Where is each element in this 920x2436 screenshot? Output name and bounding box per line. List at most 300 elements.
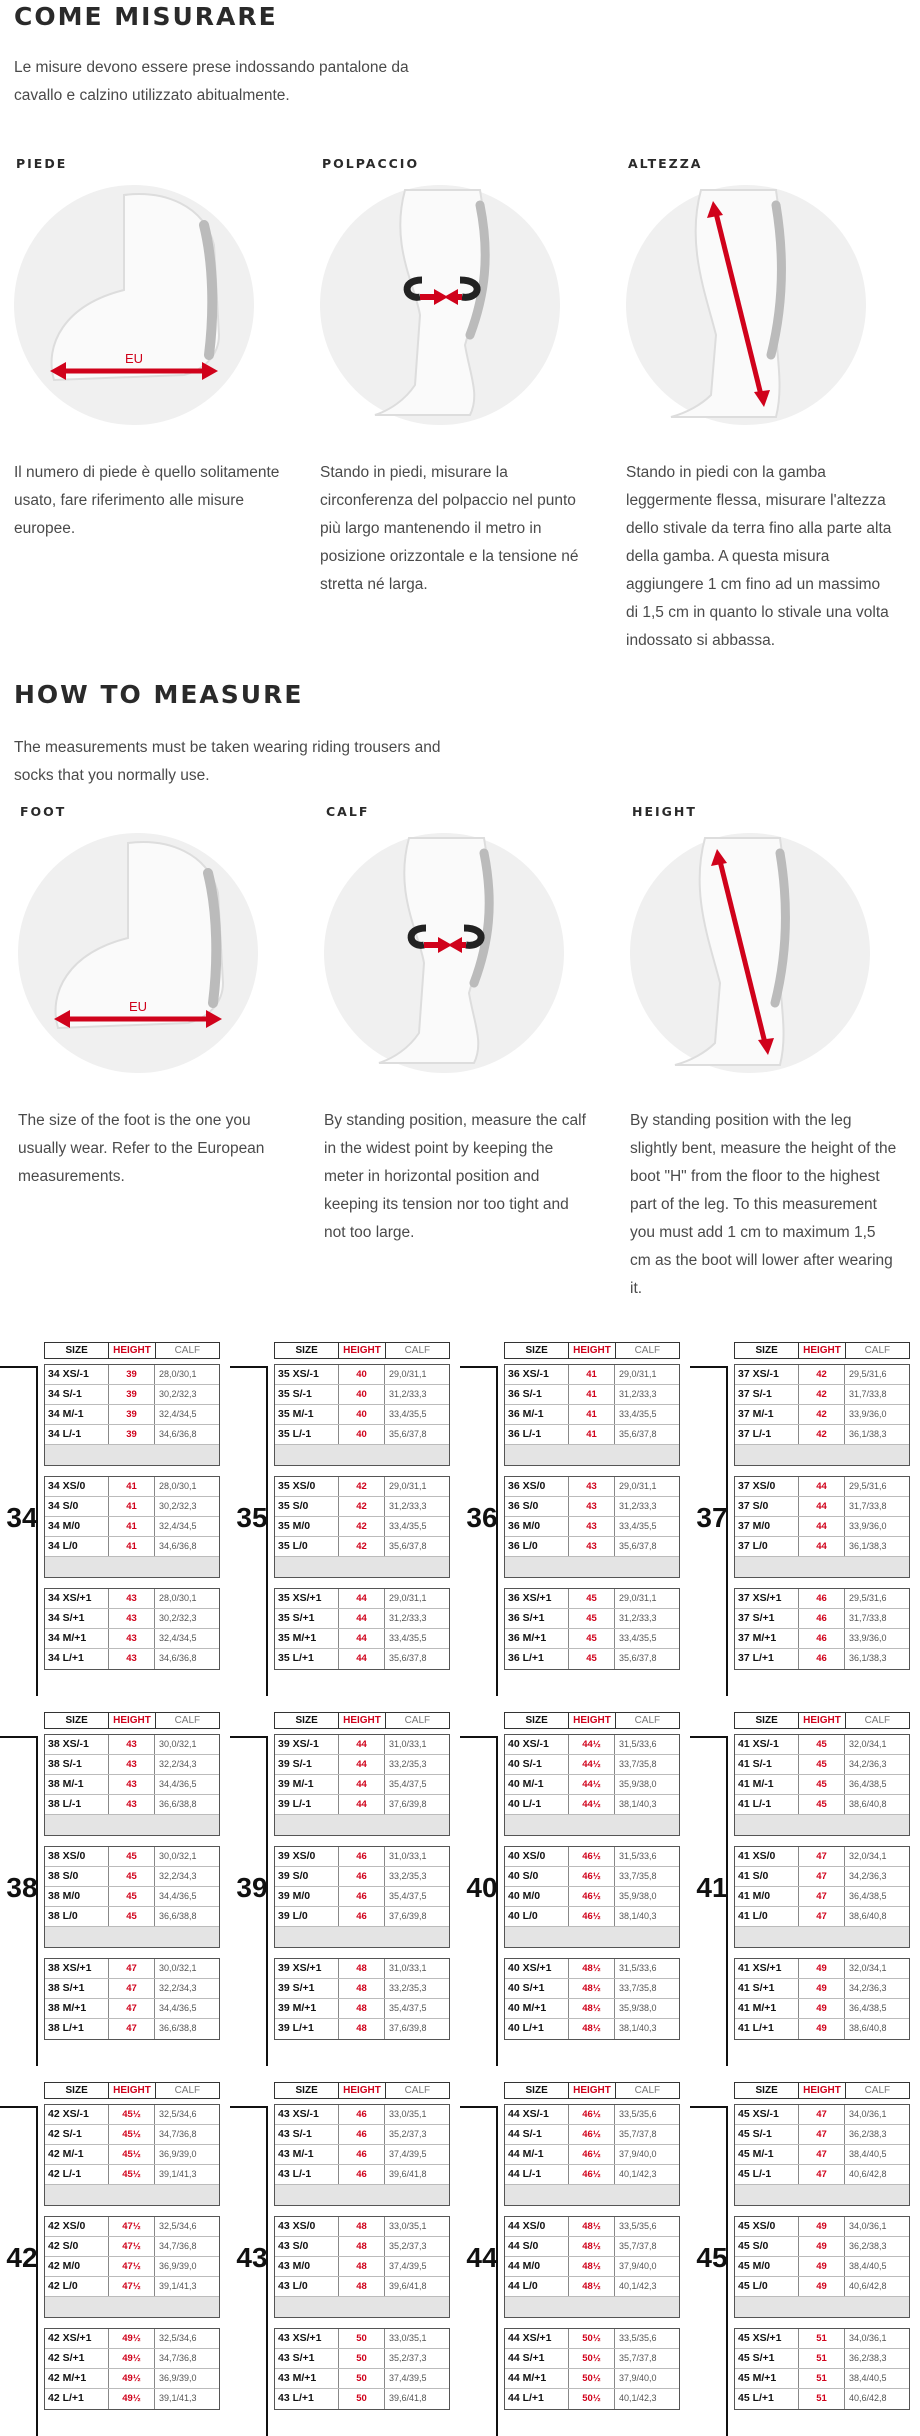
cell-calf: 32,2/34,3 [159,1871,197,1881]
cell-height: 50 [339,2349,385,2368]
table-row [505,1755,679,1775]
table-row [505,2019,679,2039]
table-row [505,1629,679,1649]
cell-calf: 31,2/33,3 [619,1501,657,1511]
cell-size: 42 S/0 [45,2237,109,2256]
cell-height: 47½ [109,2257,155,2276]
cell-height: 46½ [569,2125,615,2144]
table-row [735,1847,909,1867]
size-subtable [734,2216,910,2318]
table-header [504,1712,680,1729]
cell-calf: 31,7/33,8 [849,1613,887,1623]
cell-calf: 35,7/37,8 [619,2353,657,2363]
cell-calf: 36,2/38,3 [849,2241,887,2251]
cell-size: 42 M/+1 [45,2369,109,2388]
cell-calf: 39,1/41,3 [159,2281,197,2291]
cell-calf: 35,9/38,0 [619,2003,657,2013]
cell-height: 44½ [569,1735,615,1754]
cell-height: 45 [109,1847,155,1866]
size-block [690,2082,920,2434]
table-row [45,2389,219,2409]
table-header [44,1342,220,1359]
cell-calf: 38,4/40,5 [849,2261,887,2271]
intro-it: Le misure devono essere prese indossando pantalone da cavallo e calzino utilizzato abitualmente. [14,59,409,104]
cell-calf: 36,4/38,5 [849,1891,887,1901]
cell-size: 44 L/+1 [505,2389,569,2409]
empty-row [45,1557,219,1577]
size-subtable [734,1476,910,1578]
cell-height: 46 [799,1649,845,1669]
cell-height: 49 [799,2237,845,2256]
table-row [735,2019,909,2039]
cell-calf: 37,9/40,0 [619,2373,657,2383]
cell-calf: 31,5/33,6 [619,1739,657,1749]
column-label: POLPACCIO [322,156,420,171]
cell-calf: 32,5/34,6 [159,2109,197,2119]
shoe-size-number: 36 [466,1502,498,1533]
cell-height: 47½ [109,2277,155,2296]
cell-size: 35 L/0 [275,1537,339,1556]
cell-size: 44 S/0 [505,2237,569,2256]
cell-height: 47½ [109,2237,155,2256]
table-row [275,2329,449,2349]
empty-row [735,1815,909,1835]
table-header [504,1342,680,1359]
cell-height: 44 [339,1735,385,1754]
header-calf: CALF [864,2085,891,2096]
cell-height: 41 [109,1517,155,1536]
table-row [275,1867,449,1887]
table-row [735,1867,909,1887]
cell-size: 39 S/0 [275,1867,339,1886]
table-row [735,1775,909,1795]
size-block [460,1342,690,1694]
cell-height: 44 [339,1609,385,1628]
cell-calf: 34,7/36,8 [159,2241,197,2251]
cell-size: 43 M/0 [275,2257,339,2276]
cell-calf: 39,6/41,8 [389,2393,427,2403]
table-row [735,2349,909,2369]
cell-size: 44 M/-1 [505,2145,569,2164]
table-row [505,1405,679,1425]
cell-size: 41 S/0 [735,1867,799,1886]
cell-calf: 36,9/39,0 [159,2261,197,2271]
cell-size: 39 S/+1 [275,1979,339,1998]
size-subtable [504,1476,680,1578]
cell-size: 39 L/0 [275,1907,339,1926]
table-row [735,2217,909,2237]
cell-size: 34 XS/0 [45,1477,109,1496]
cell-size: 34 M/-1 [45,1405,109,1424]
column-label: PIEDE [16,156,68,171]
table-row [275,1847,449,1867]
table-row [735,2329,909,2349]
cell-height: 48½ [569,2257,615,2276]
table-row [45,1907,219,1927]
table-row [45,1887,219,1907]
empty-row [735,2297,909,2317]
table-row [505,2349,679,2369]
table-row [45,1497,219,1517]
table-row [505,2237,679,2257]
cell-calf: 36,6/38,8 [159,1911,197,1921]
size-subtable [274,1958,450,2040]
empty-row [45,1927,219,1947]
cell-size: 43 S/+1 [275,2349,339,2368]
cell-height: 46½ [569,1907,615,1926]
cell-size: 39 S/-1 [275,1755,339,1774]
cell-size: 39 XS/0 [275,1847,339,1866]
cell-calf: 28,0/30,1 [159,1481,197,1491]
cell-height: 49 [799,2277,845,2296]
empty-row [45,1445,219,1465]
cell-calf: 34,6/36,8 [159,1653,197,1663]
empty-row [505,1815,679,1835]
cell-calf: 33,0/35,1 [389,2333,427,2343]
cell-height: 44 [339,1755,385,1774]
cell-calf: 34,2/36,3 [849,1759,887,1769]
table-row [505,1775,679,1795]
table-header [274,2082,450,2099]
cell-height: 47 [799,2165,845,2184]
cell-height: 43 [569,1497,615,1516]
cell-size: 39 M/+1 [275,1999,339,2018]
cell-height: 45½ [109,2165,155,2184]
table-row [735,2389,909,2409]
cell-size: 45 M/-1 [735,2145,799,2164]
table-row [45,1365,219,1385]
cell-calf: 31,2/33,3 [389,1613,427,1623]
cell-calf: 33,7/35,8 [619,1759,657,1769]
cell-height: 46 [799,1589,845,1608]
cell-calf: 35,6/37,8 [389,1653,427,1663]
header-height: HEIGHT [569,1713,615,1728]
table-header [44,1712,220,1729]
size-subtable [504,2104,680,2206]
cell-size: 45 M/0 [735,2257,799,2276]
cell-height: 48 [339,2217,385,2236]
table-row [735,1537,909,1557]
cell-height: 43 [569,1537,615,1556]
cell-height: 46½ [569,1887,615,1906]
cell-calf: 31,7/33,8 [849,1389,887,1399]
size-subtable [44,2328,220,2410]
cell-height: 44½ [569,1795,615,1814]
table-row [275,2257,449,2277]
cell-size: 44 M/+1 [505,2369,569,2388]
table-row [735,1609,909,1629]
cell-calf: 38,6/40,8 [849,2023,887,2033]
cell-size: 35 S/-1 [275,1385,339,1404]
cell-height: 39 [109,1405,155,1424]
header-size: SIZE [45,1713,109,1728]
cell-calf: 36,9/39,0 [159,2149,197,2159]
cell-size: 38 L/+1 [45,2019,109,2039]
empty-row [275,1927,449,1947]
size-subtable [274,1364,450,1466]
cell-size: 43 L/+1 [275,2389,339,2409]
cell-size: 44 S/-1 [505,2125,569,2144]
cell-size: 41 XS/+1 [735,1959,799,1978]
cell-height: 44½ [569,1775,615,1794]
cell-height: 46 [339,1847,385,1866]
cell-calf: 39,1/41,3 [159,2169,197,2179]
table-row [505,1795,679,1815]
table-row [505,2329,679,2349]
header-height: HEIGHT [569,1343,615,1358]
column-polpaccio [320,156,590,599]
size-subtable [734,1846,910,1948]
cell-calf: 35,7/37,8 [619,2241,657,2251]
cell-calf: 35,6/37,8 [619,1541,657,1551]
cell-calf: 34,6/36,8 [159,1541,197,1551]
cell-calf: 29,0/31,1 [619,1481,657,1491]
table-row [275,1425,449,1445]
cell-height: 45 [569,1649,615,1669]
cell-size: 40 M/0 [505,1887,569,1906]
cell-height: 50½ [569,2329,615,2348]
cell-height: 48½ [569,1999,615,2018]
cell-calf: 33,4/35,5 [389,1409,427,1419]
cell-height: 40 [339,1425,385,1444]
cell-height: 44 [339,1775,385,1794]
size-block [460,2082,690,2434]
cell-size: 37 M/-1 [735,1405,799,1424]
cell-height: 46 [339,2125,385,2144]
cell-height: 42 [799,1425,845,1444]
header-calf: CALF [864,1715,891,1726]
cell-size: 40 XS/-1 [505,1735,569,1754]
cell-calf: 30,0/32,1 [159,1851,197,1861]
table-row [275,1735,449,1755]
cell-calf: 36,1/38,3 [849,1429,887,1439]
size-subtable [734,2104,910,2206]
cell-calf: 32,4/34,5 [159,1409,197,1419]
table-header [274,1712,450,1729]
table-row [275,1907,449,1927]
table-row [45,1477,219,1497]
cell-calf: 33,9/36,0 [849,1633,887,1643]
size-subtable [44,2104,220,2206]
cell-size: 38 M/-1 [45,1775,109,1794]
cell-calf: 34,6/36,8 [159,1429,197,1439]
table-row [735,2125,909,2145]
size-subtable [734,1364,910,1466]
cell-size: 39 M/0 [275,1887,339,1906]
size-subtable [504,2328,680,2410]
table-row [735,1795,909,1815]
cell-height: 43 [569,1477,615,1496]
column-label: CALF [326,804,370,819]
table-row [505,1365,679,1385]
header-height: HEIGHT [339,1343,385,1358]
table-row [45,2277,219,2297]
cell-size: 37 L/+1 [735,1649,799,1669]
table-row [275,1497,449,1517]
cell-calf: 39,1/41,3 [159,2393,197,2403]
cell-height: 45 [799,1775,845,1794]
cell-height: 49 [799,2257,845,2276]
table-row [275,1405,449,1425]
cell-size: 45 S/+1 [735,2349,799,2368]
cell-calf: 36,2/38,3 [849,2353,887,2363]
cell-calf: 32,4/34,5 [159,1633,197,1643]
cell-size: 41 M/-1 [735,1775,799,1794]
header-height: HEIGHT [339,1713,385,1728]
column-text: The size of the foot is the one you usually wear. Refer to the European measurements. [18,1112,265,1185]
cell-calf: 37,9/40,0 [619,2261,657,2271]
cell-height: 47 [799,1867,845,1886]
size-block [460,1712,690,2064]
cell-size: 35 XS/+1 [275,1589,339,1608]
table-row [45,1589,219,1609]
cell-size: 43 S/0 [275,2237,339,2256]
cell-calf: 30,0/32,1 [159,1963,197,1973]
table-row [275,2369,449,2389]
size-subtable [504,1734,680,1836]
cell-size: 36 M/0 [505,1517,569,1536]
header-height: HEIGHT [109,1713,155,1728]
table-row [735,2165,909,2185]
cell-size: 45 S/0 [735,2237,799,2256]
cell-calf: 36,6/38,8 [159,1799,197,1809]
table-row [505,1537,679,1557]
column-foot [18,804,288,1191]
empty-row [275,1815,449,1835]
cell-height: 48½ [569,2019,615,2039]
cell-calf: 37,4/39,5 [389,2373,427,2383]
cell-calf: 40,6/42,8 [849,2393,887,2403]
size-subtable [274,2328,450,2410]
header-size: SIZE [735,2083,799,2098]
table-row [45,1755,219,1775]
size-block [690,1712,920,2064]
header-height: HEIGHT [799,2083,845,2098]
table-row [505,2277,679,2297]
cell-calf: 31,5/33,6 [619,1963,657,1973]
cell-calf: 40,6/42,8 [849,2281,887,2291]
cell-height: 48 [339,2237,385,2256]
cell-calf: 38,6/40,8 [849,1911,887,1921]
table-row [735,1405,909,1425]
cell-height: 39 [109,1425,155,1444]
shoe-size-number: 44 [466,2242,498,2273]
cell-height: 49 [799,1959,845,1978]
cell-calf: 33,7/35,8 [619,1983,657,1993]
header-calf: CALF [634,1345,661,1356]
section-title-it: COME MISURARE [14,2,278,31]
size-subtable [504,1588,680,1670]
header-size: SIZE [505,2083,569,2098]
table-row [505,1425,679,1445]
cell-height: 50½ [569,2349,615,2368]
cell-size: 40 XS/+1 [505,1959,569,1978]
cell-size: 34 L/+1 [45,1649,109,1669]
cell-size: 37 XS/-1 [735,1365,799,1384]
cell-size: 36 M/+1 [505,1629,569,1648]
size-subtable [44,1734,220,1836]
header-calf: CALF [404,1715,431,1726]
size-group [0,2082,920,2434]
cell-calf: 31,0/33,1 [389,1963,427,1973]
eu-mark: EU [124,351,144,366]
cell-size: 37 M/0 [735,1517,799,1536]
cell-size: 42 XS/0 [45,2217,109,2236]
cell-calf: 33,5/35,6 [619,2221,657,2231]
cell-height: 45 [109,1867,155,1886]
table-row [45,1385,219,1405]
cell-calf: 31,0/33,1 [389,1851,427,1861]
header-calf: CALF [864,1345,891,1356]
size-subtable [504,2216,680,2318]
size-subtable [274,2104,450,2206]
size-subtable [734,2328,910,2410]
cell-calf: 36,1/38,3 [849,1653,887,1663]
cell-size: 43 M/+1 [275,2369,339,2388]
size-subtable [44,1588,220,1670]
table-row [275,1775,449,1795]
table-row [275,1365,449,1385]
cell-calf: 30,2/32,3 [159,1501,197,1511]
cell-height: 49½ [109,2329,155,2348]
cell-calf: 38,4/40,5 [849,2373,887,2383]
cell-height: 47 [109,1999,155,2018]
table-row [275,2217,449,2237]
table-row [275,1477,449,1497]
shoe-size-number: 38 [6,1872,38,1903]
size-subtable [274,1476,450,1578]
table-row [45,2217,219,2237]
cell-calf: 35,7/37,8 [619,2129,657,2139]
size-subtable [734,1588,910,1670]
table-row [45,2329,219,2349]
cell-size: 36 XS/-1 [505,1365,569,1384]
cell-height: 43 [109,1589,155,1608]
column-label: FOOT [20,804,67,819]
table-row [275,1959,449,1979]
cell-calf: 34,0/36,1 [849,2221,887,2231]
cell-size: 35 XS/0 [275,1477,339,1496]
table-row [505,2389,679,2409]
cell-size: 40 M/+1 [505,1999,569,2018]
cell-size: 41 XS/-1 [735,1735,799,1754]
cell-height: 44 [339,1795,385,1814]
cell-calf: 35,2/37,3 [389,2353,427,2363]
cell-size: 42 XS/-1 [45,2105,109,2124]
cell-height: 48 [339,2019,385,2039]
cell-calf: 29,5/31,6 [849,1481,887,1491]
cell-height: 46½ [569,2165,615,2184]
column-height [630,804,900,1303]
empty-row [275,1557,449,1577]
cell-calf: 31,2/33,3 [619,1389,657,1399]
cell-height: 43 [109,1735,155,1754]
cell-size: 35 S/+1 [275,1609,339,1628]
table-row [275,1755,449,1775]
cell-size: 36 S/0 [505,1497,569,1516]
table-row [735,1959,909,1979]
cell-size: 44 XS/0 [505,2217,569,2236]
cell-size: 43 S/-1 [275,2125,339,2144]
cell-size: 35 M/-1 [275,1405,339,1424]
cell-height: 47 [799,1907,845,1926]
table-row [275,2237,449,2257]
column-text: Stando in piedi, misurare la circonferenza del polpaccio nel punto più largo mantenendo il metro in posizione orizzontale e la tensione né stretta né larga. [320,464,579,593]
cell-size: 40 M/-1 [505,1775,569,1794]
cell-height: 48½ [569,2277,615,2296]
cell-height: 45 [109,1907,155,1926]
cell-size: 41 L/+1 [735,2019,799,2039]
